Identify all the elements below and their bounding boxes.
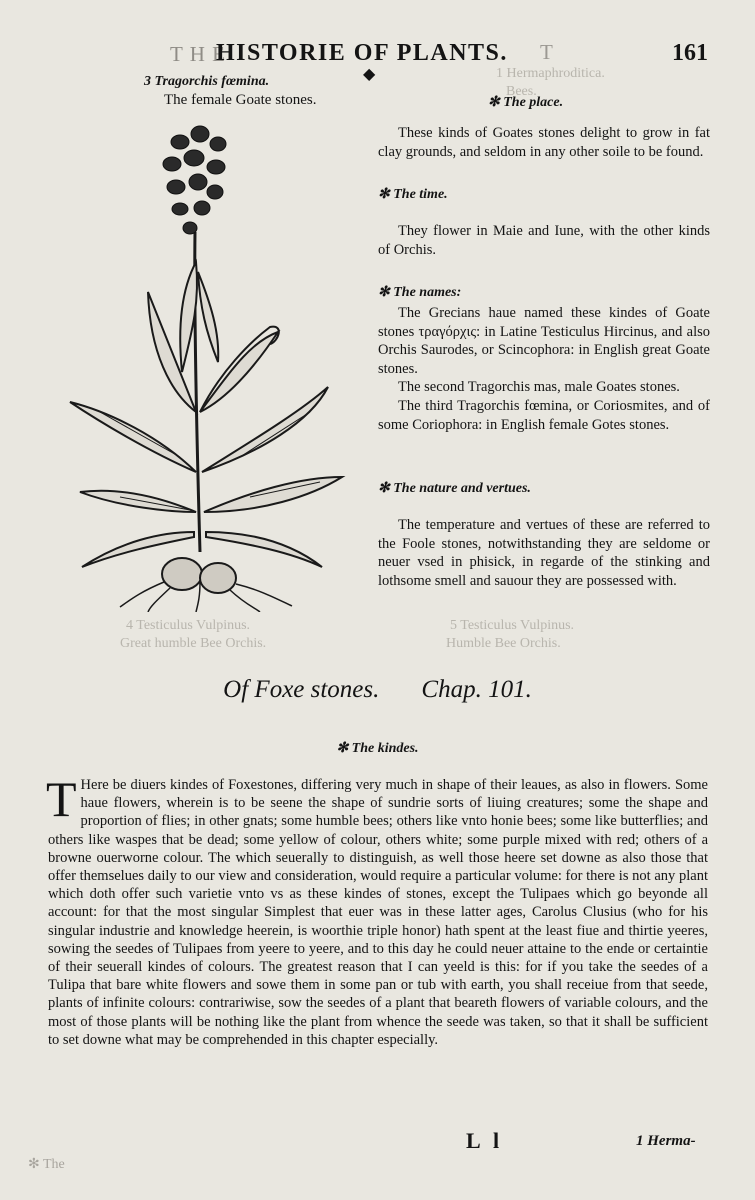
time-paragraph: They flower in Maie and Iune, with the other kinds of Orchis. xyxy=(378,223,710,258)
ghost-text-1: 1 Hermaphroditica. xyxy=(496,66,605,81)
time-heading-block xyxy=(378,186,710,205)
names-paragraph-3: The third Tragorchis fœmina, or Coriosmites, and of some Coriophora: in English female Gotes stones. xyxy=(378,397,710,433)
header-ghost-right: T xyxy=(540,40,553,64)
heading-the-time: ✻ The time. xyxy=(378,187,448,202)
header-ornament-icon: ◆ xyxy=(363,66,376,83)
nature-heading-block xyxy=(378,480,710,499)
right-column xyxy=(378,94,710,113)
names-paragraph-1: The Grecians haue named these kindes of Goate stones τραγόρχις: in Latine Testiculus Hircinus, and also Orchis Saurodes, or Scincophora: in English great Goate stones. xyxy=(378,305,710,377)
ghost-text-5: 5 Testiculus Vulpinus. xyxy=(450,618,575,633)
heading-nature-and-vertues: ✻ The nature and vertues. xyxy=(378,481,531,496)
ghost-text-6: Humble Bee Orchis. xyxy=(446,636,561,651)
place-paragraph: These kinds of Goates stones delight to grow in fat clay grounds, and seldom in any other soile to be found. xyxy=(378,125,710,160)
drop-cap: T xyxy=(46,771,77,827)
ghost-text-4: Great humble Bee Orchis. xyxy=(120,636,267,651)
chapter-title: Of Foxe stones. xyxy=(223,676,380,703)
page-number: 161 xyxy=(672,40,708,66)
signature-mark: L l xyxy=(466,1128,504,1153)
heading-the-place: ✻ The place. xyxy=(488,95,564,110)
ghost-text-3: 4 Testiculus Vulpinus. xyxy=(126,618,251,633)
place-paragraph-block xyxy=(378,124,710,161)
figure-caption-latin: 3 Tragorchis fœmina. xyxy=(144,74,270,89)
heading-the-kindes: ✻ The kindes. xyxy=(336,741,419,756)
heading-the-names: ✻ The names: xyxy=(378,285,462,300)
ghost-text-2: Bees. xyxy=(506,84,537,99)
chapter-heading xyxy=(0,676,755,704)
chapter-number: Chap. 101. xyxy=(421,676,532,703)
body-text: Here be diuers kindes of Foxestones, differing very much in shape of their leaues, as also in flowers. Some haue flowers, wherein is to be seene the shape of sundrie sorts of liuing creatures; some the shape and proportion of flies; in other gnats; some humble bees; others like vnto honie bees; some like butterflies; and others like waspes that be dead; some yellow of colour, others white; some purple mixed with red; others of a browne ouerworne colour. The which seuerally to distinguish, as well those heere set downe as also those that offer themselues daily to our view and consideration, would require a particular volume: for there is not any plant which doth offer such varietie vnto vs as these kindes of stones, except the Tulipaes which go beyonde all account: for that the most singular Simplest that euer was in these latter ages, Carolus Clusius (who for his singular industrie and knowledge heerein, is woorthie triple honor) hath spent at the least fiue and thirtie yeeres, sowing the seedes of Tulipaes from yeere to yeere, and to this day he could neuer attaine to the ende or certaintie of their seuerall kindes of colours. The greatest reason that I can yeeld is this: for if you take the seedes of a Tulipa that bare white flowers and sowe them in some pan or tub with earth, you shall receiue from that seede, plants of infinite colours: contrariwise, sow the seedes of a plant that beareth flowers of variable colours, and the most of those plants will be nothing like the plant from whence the seede was taken, so that it shall be sufficient to set downe what may be comprehended in this chapter especially. xyxy=(48,777,708,1048)
figure-caption-english: The female Goate stones. xyxy=(164,92,317,108)
time-paragraph-block xyxy=(378,222,710,259)
running-title: HISTORIE OF PLANTS. xyxy=(216,40,508,66)
names-paragraph-block xyxy=(378,304,710,434)
nature-paragraph-block xyxy=(378,516,710,590)
header-ghost-left: T H E xyxy=(170,42,226,66)
orchid-woodcut-illustration xyxy=(60,112,360,612)
footer-ghost-mark: ✻ The xyxy=(28,1157,65,1172)
body-paragraph xyxy=(46,771,708,1049)
catchword: 1 Herma- xyxy=(636,1133,696,1149)
names-heading-block xyxy=(378,284,710,303)
nature-paragraph: The temperature and vertues of these are referred to the Foole stones, notwithstanding they are seldome or neuer vsed in phisick, in regarde of the stinking and lothsome smell and sauour they are possessed with. xyxy=(378,517,710,589)
names-paragraph-2: The second Tragorchis mas, male Goates stones. xyxy=(398,379,680,396)
